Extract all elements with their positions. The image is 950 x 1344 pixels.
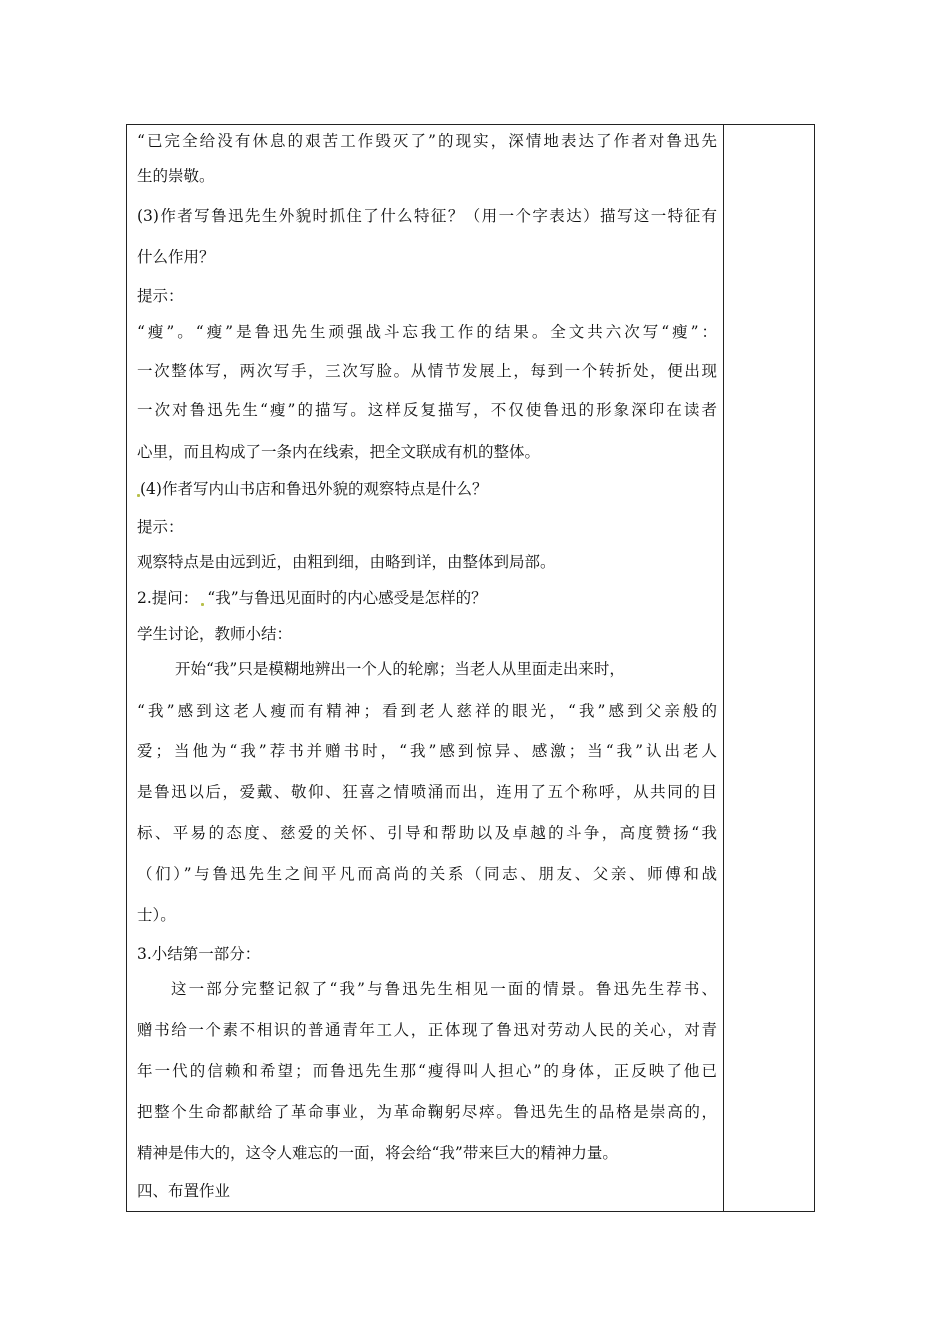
text-line: 3.小结第一部分： xyxy=(137,945,261,963)
text-line: 一次整体写，两次写手，三次写脸。从情节发展上，每到一个转折处，便出现 xyxy=(137,362,717,380)
text-line: 观察特点是由远到近，由粗到细，由略到详，由整体到局部。 xyxy=(137,553,556,571)
text-line: （们）”与鲁迅先生之间平凡而高尚的关系（同志、朋友、父亲、师傅和战 xyxy=(137,865,717,883)
text-line: 生的崇敬。 xyxy=(137,167,215,185)
text-line: “我”感到这老人瘦而有精神；看到老人慈祥的眼光，“我”感到父亲般的 xyxy=(137,702,717,720)
text-line: 爱；当他为“我”荐书并赠书时，“我”感到惊异、感激；当“我”认出老人 xyxy=(137,742,717,760)
text-line-content: “我”与鲁迅见面时的内心感受是怎样的？ xyxy=(207,589,487,607)
text-line: 这一部分完整记叙了“我”与鲁迅先生相见一面的情景。鲁迅先生荐书、 xyxy=(171,980,717,998)
text-line-prefix: 2.提问： xyxy=(137,589,199,607)
text-line: 一次对鲁迅先生“瘦”的描写。这样反复描写，不仅使鲁迅的形象深印在读者 xyxy=(137,401,717,419)
text-line-content: (4)作者写内山书店和鲁迅外貌的观察特点是什么？ xyxy=(140,480,488,498)
text-line: 是鲁迅以后，爱戴、敬仰、狂喜之情喷涌而出，连用了五个称呼，从共同的目 xyxy=(137,783,717,801)
text-line: 士）。 xyxy=(137,906,176,924)
text-line: 年一代的信赖和希望；而鲁迅先生那“瘦得叫人担心”的身体，正反映了他已 xyxy=(137,1062,717,1080)
text-line xyxy=(137,588,487,608)
text-line: 提示： xyxy=(137,518,184,536)
text-line: 什么作用？ xyxy=(137,248,215,266)
text-line: 赠书给一个素不相识的普通青年工人，正体现了鲁迅对劳动人民的关心，对青 xyxy=(137,1021,717,1039)
notes-cell xyxy=(724,125,814,1211)
highlight-mark-icon xyxy=(201,603,204,606)
text-line: 四、布置作业 xyxy=(137,1182,231,1200)
text-line: 把整个生命都献给了革命事业，为革命鞠躬尽瘁。鲁迅先生的品格是崇高的， xyxy=(137,1103,717,1121)
text-line: “瘦”。“瘦”是鲁迅先生顽强战斗忘我工作的结果。全文共六次写“瘦”： xyxy=(137,323,717,341)
text-line: 开始“我”只是模糊地辨出一个人的轮廓；当老人从里面走出来时， xyxy=(175,660,625,678)
text-line: 学生讨论，教师小结： xyxy=(137,625,293,643)
text-line: 提示： xyxy=(137,287,184,305)
text-line: “已完全给没有休息的艰苦工作毁灭了”的现实，深情地表达了作者对鲁迅先 xyxy=(137,132,717,150)
text-line: 标、平易的态度、慈爱的关怀、引导和帮助以及卓越的斗争，高度赞扬“我 xyxy=(137,824,717,842)
text-line: (3)作者写鲁迅先生外貌时抓住了什么特征？（用一个字表达）描写这一特征有 xyxy=(137,207,717,225)
text-line: 心里，而且构成了一条内在线索，把全文联成有机的整体。 xyxy=(137,443,541,461)
text-line xyxy=(137,479,487,499)
text-line: 精神是伟大的，这令人难忘的一面，将会给“我”带来巨大的精神力量。 xyxy=(137,1144,618,1162)
lesson-table xyxy=(126,124,815,1212)
